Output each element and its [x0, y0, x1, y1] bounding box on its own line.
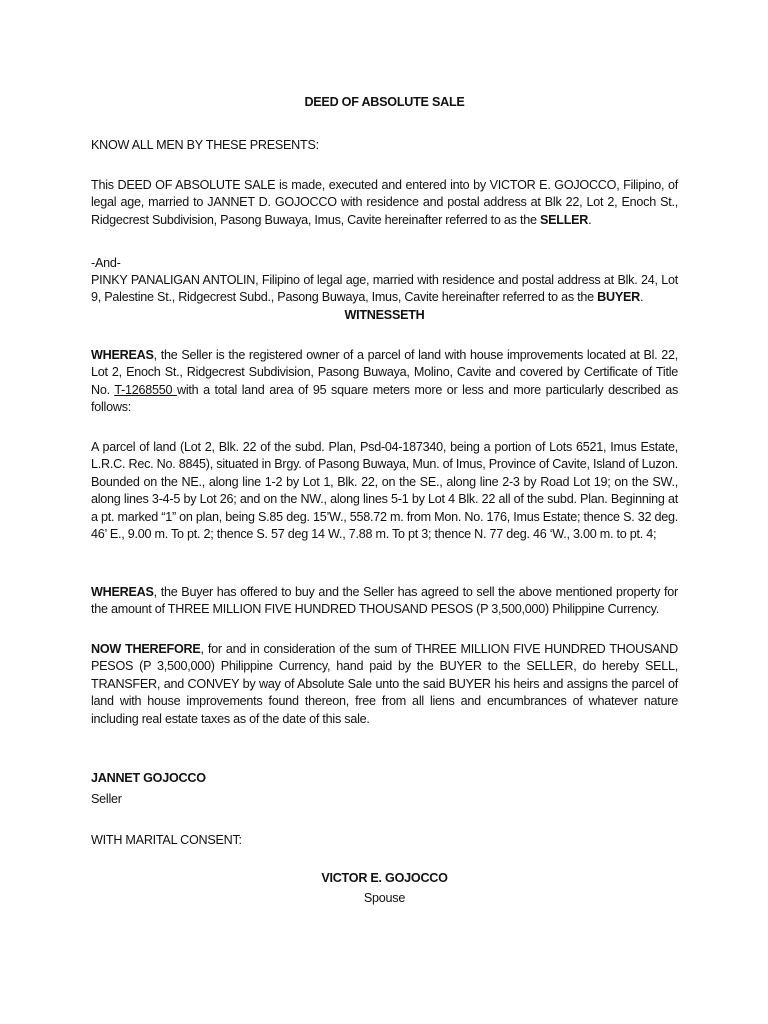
- marital-consent-label: WITH MARITAL CONSENT:: [91, 833, 242, 847]
- land-description-paragraph: A parcel of land (Lot 2, Blk. 22 of the subd. Plan, Psd-04-187340, being a portion of Lots 6521, Imus Estate, L.R.C. Rec. No. 8845), situated in Brgy. of Pasong Buwaya, Mun. of Imus, Province of Cavite, Island of Luzon. Bounded on the NE., along line 1-2 by Lot 1, Blk. 22, on the SE., along line 2-3 by Road Lot 19; on the SW., along lines 3-4-5 by Lot 26; and on the NW., along lines 5-1 by Lot 4 Blk. 22 all of the subd. Plan. Beginning at a pt. marked “1” on plan, being S.85 deg. 15’W., 558.72 m. from Mon. No. 176, Imus Estate; thence S. 32 deg. 46’ E., 9.00 m. To pt. 2; thence S. 57 deg 14 W., 7.88 m. To pt 3; thence N. 77 deg. 46 ‘W., 3.00 m. to pt. 4;: [91, 440, 678, 542]
- buyer-text: PINKY PANALIGAN ANTOLIN, Filipino of legal age, married with residence and postal address at Blk. 24, Lot 9, Palestine St., Ridgecrest Subd., Pasong Buwaya, Imus, Cavite hereinafter referred to as the: [91, 273, 678, 305]
- whereas-offer-lead: WHEREAS: [91, 585, 154, 599]
- intro-paragraph: [91, 177, 678, 229]
- seller-name: JANNET GOJOCCO: [91, 771, 206, 785]
- witnesseth-heading: WITNESSETH: [344, 308, 425, 322]
- whereas-offer-paragraph: [91, 584, 678, 619]
- title-number: T-1268550: [114, 382, 177, 397]
- whereas-ownership-paragraph: [91, 347, 678, 417]
- intro-end: .: [588, 212, 592, 227]
- seller-role: Seller: [91, 792, 122, 806]
- document-title: DEED OF ABSOLUTE SALE: [304, 95, 465, 109]
- whereas-text: , the Seller is the registered owner of a parcel of land with house improvements located at Bl. 22, Lot 2, Enoch St., Ridgecrest Subdivision, Pasong Buwaya, Molino, Cavite and covered by Certificate of Title No.: [91, 348, 678, 397]
- seller-term: SELLER: [539, 212, 589, 227]
- now-therefore-text: , for and in consideration of the sum of THREE MILLION FIVE HUNDRED THOUSAND PESOS (P 3,500,000) Philippine Currency, hand paid by the BUYER to the SELLER, do hereby SELL, TRANSFER, and CONVEY by way of Absolute Sale unto the said BUYER his heirs and assigns the parcel of land with house improvements found thereon, free from all liens and encumbrances of whatever nature including real estate taxes as of the date of this sale.: [91, 642, 678, 726]
- and-separator: -And-: [91, 256, 121, 270]
- buyer-paragraph: [91, 272, 678, 307]
- salutation: KNOW ALL MEN BY THESE PRESENTS:: [91, 138, 319, 152]
- buyer-term: BUYER: [597, 290, 641, 305]
- whereas-offer-text: , the Buyer has offered to buy and the Seller has agreed to sell the above mentioned property for the amount of THREE MILLION FIVE HUNDRED THOUSAND PESOS (P 3,500,000) Philippine Currency.: [91, 585, 678, 617]
- buyer-end: .: [640, 290, 644, 305]
- spouse-name: VICTOR E. GOJOCCO: [321, 871, 448, 885]
- intro-text: This DEED OF ABSOLUTE SALE is made, executed and entered into by VICTOR E. GOJOCCO, Filipino, of legal age, married to JANNET D. GOJOCCO with residence and postal address at Blk 22, Lot 2, Enoch St., Ridgecrest Subdivision, Pasong Buwaya, Imus, Cavite hereinafter referred to as the: [91, 178, 678, 227]
- whereas-lead: WHEREAS: [91, 348, 154, 362]
- whereas-text-end: with a total land area of 95 square meters more or less and more particularly described as follows:: [91, 382, 679, 415]
- now-therefore-lead: NOW THEREFORE: [91, 642, 201, 656]
- spouse-role: Spouse: [363, 891, 406, 905]
- now-therefore-paragraph: [91, 641, 678, 728]
